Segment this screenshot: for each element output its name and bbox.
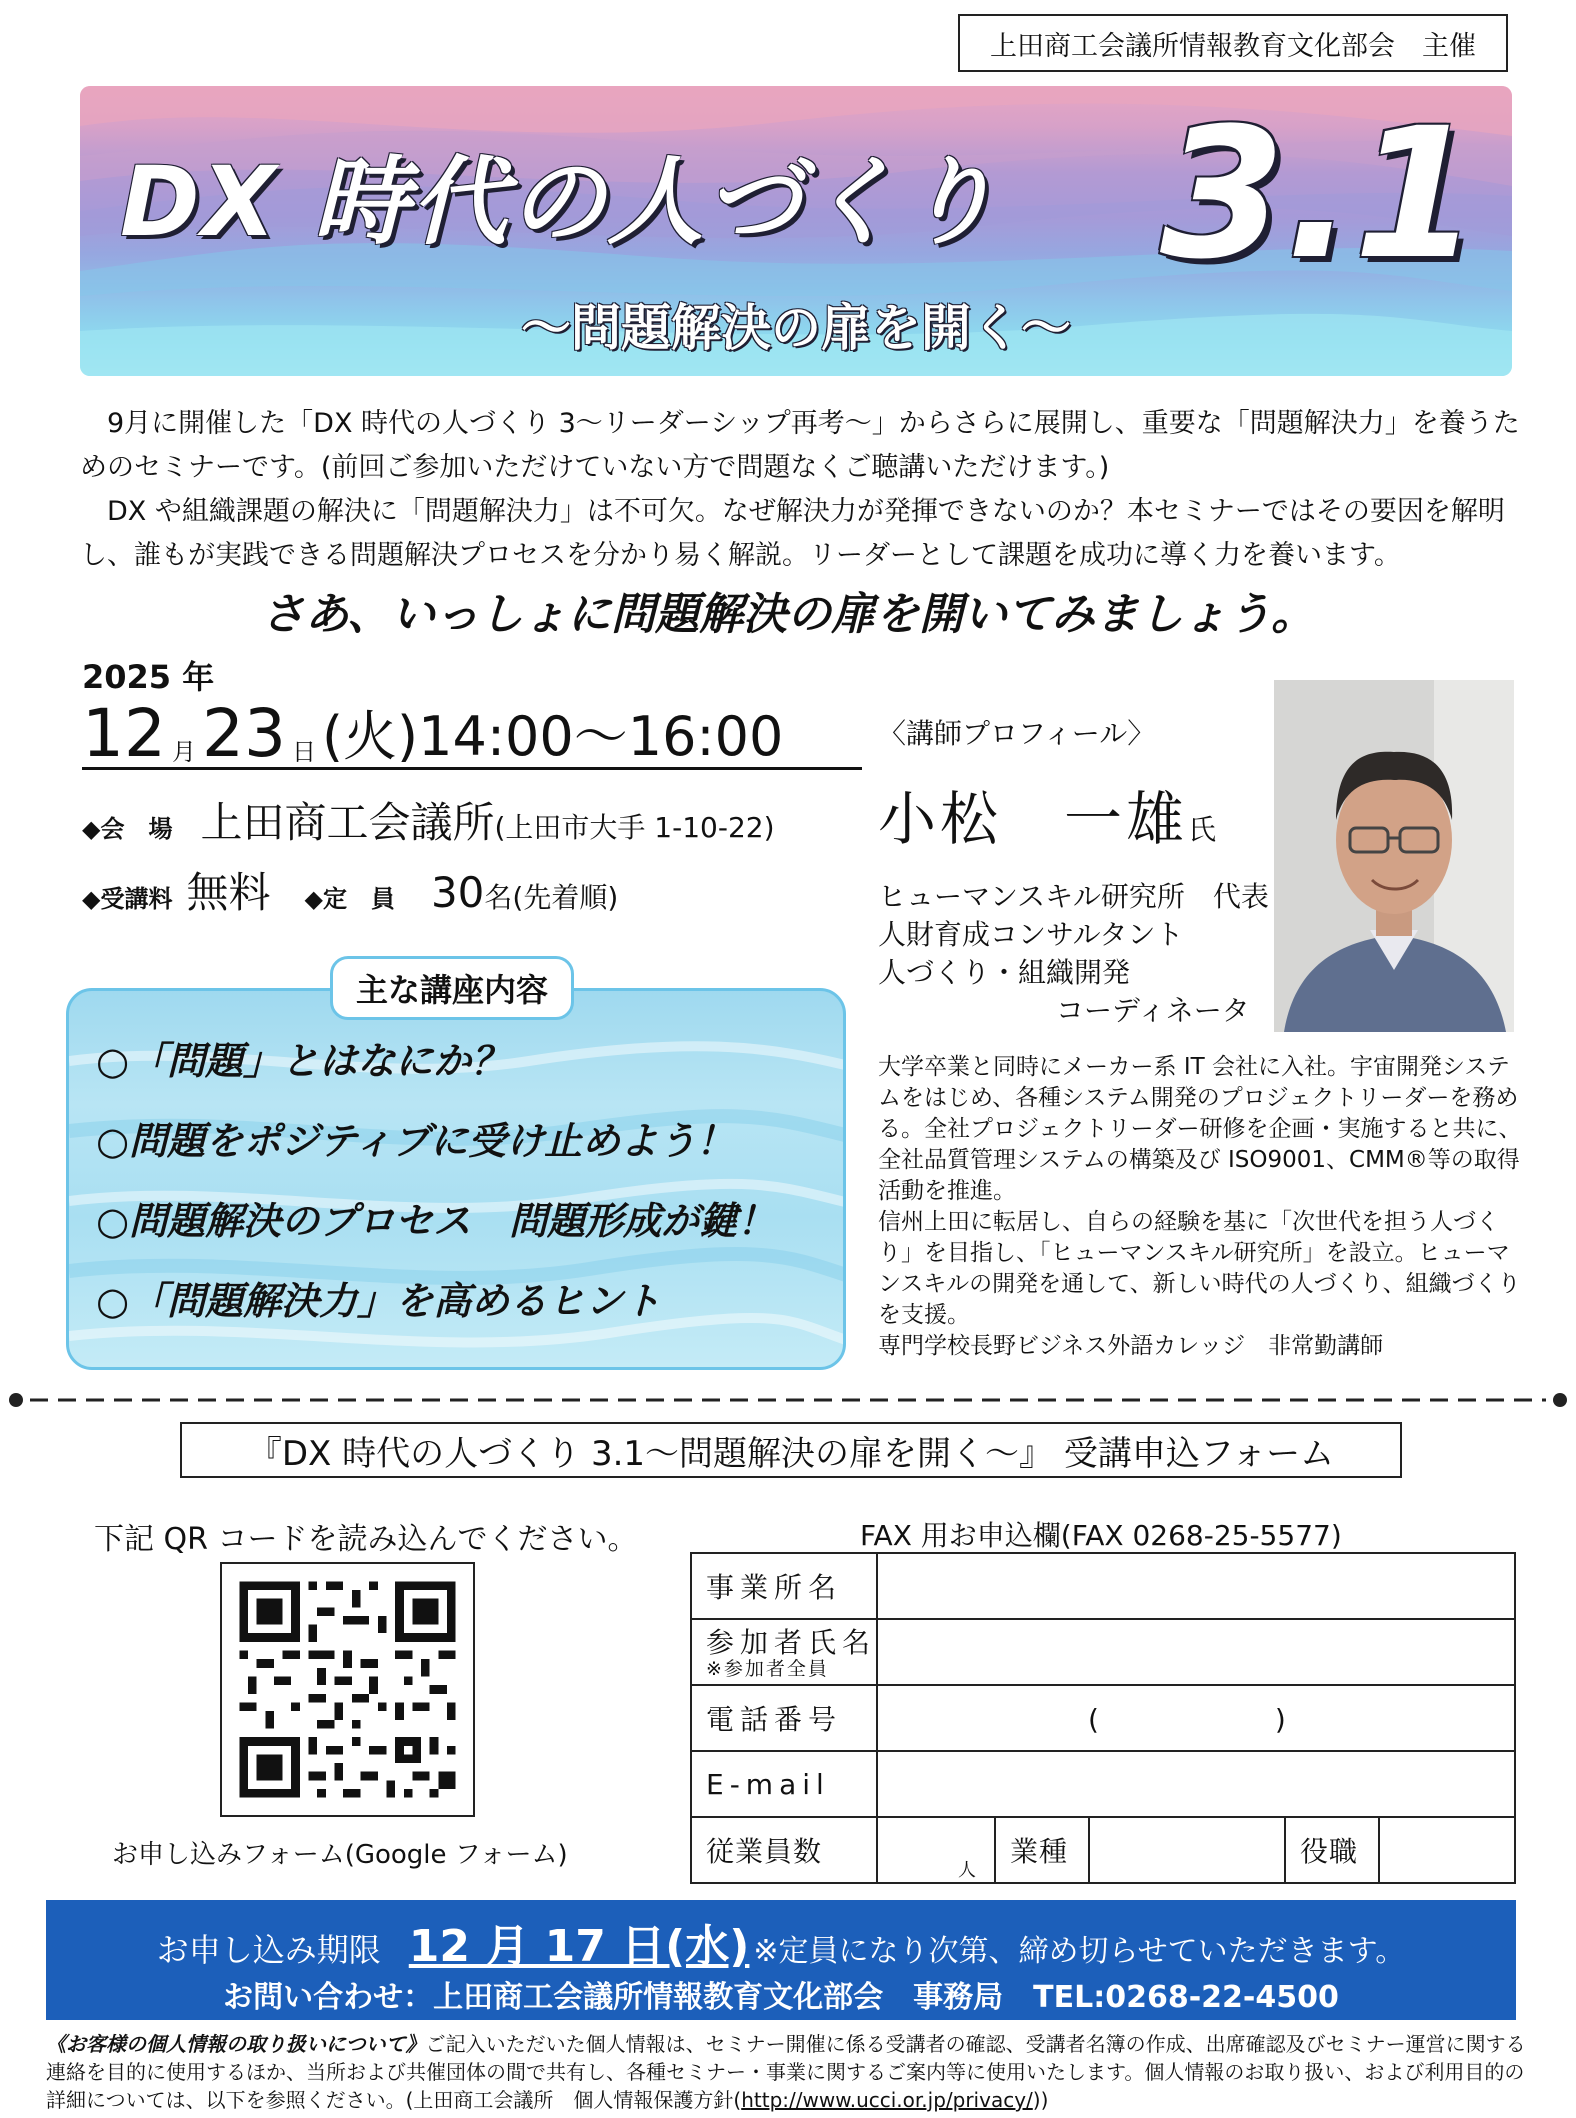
industry-label: 業種 <box>995 1817 1089 1883</box>
banner-subtitle: ～問題解決の扉を開く～ <box>521 299 1071 357</box>
deadline-date: 12 月 17 日(水) <box>408 1921 750 1972</box>
banner-version: 3.1 <box>1160 90 1479 299</box>
employees-unit: 人 <box>958 1860 982 1881</box>
capacity-label: ◆定 員 <box>304 885 395 913</box>
participant-note: ※参加者全員 <box>706 1657 829 1680</box>
intro-paragraph-1: 9月に開催した「DX 時代の人づくり 3～リーダーシップ再考～」からさらに展開し、重要な「問題解決力」を養うためのセミナーです。(前回ご参加いただけていない方で問題なくご聴講いただけます。) <box>80 408 1520 483</box>
lecturer-titles <box>878 878 1269 1030</box>
fee-label: ◆受講料 <box>82 885 173 913</box>
qr-instruction: 下記 QR コードを読み込んでください。 <box>94 1522 638 1557</box>
lecturer-heading: 〈講師プロフィール〉 <box>878 717 1156 750</box>
email-field[interactable] <box>877 1751 1515 1817</box>
cut-line <box>0 1390 1576 1410</box>
deadline-label: お申し込み期限 <box>156 1931 381 1969</box>
lecturer-name-suffix: 氏 <box>1188 813 1217 846</box>
lecturer-bio-3: 専門学校長野ビジネス外語カレッジ 非常勤講師 <box>878 1333 1384 1359</box>
course-contents-heading: 主な講座内容 <box>330 956 574 1020</box>
organizer-label: 上田商工会議所情報教育文化部会 主催 <box>958 14 1508 72</box>
privacy-body: ご記入いただいた個人情報は、セミナー開催に係る受講者の確認、受講者名簿の作成、出席確認及びセミナー運営に関する連絡を目的に使用するほか、当所および共催団体の間で共有し、各種セミナー・事業に関するご案内等に使用いたします。個人情報のお取り扱い、および利用目的の詳細については、以下を参照ください。(上田商工会議所 個人情報保護方針( <box>46 2032 1526 2112</box>
position-label: 役職 <box>1285 1817 1379 1883</box>
fax-form-table <box>690 1552 1516 1884</box>
lecturer-title: 人財育成コンサルタント <box>878 918 1184 951</box>
form-title: 『DX 時代の人づくり 3.1～問題解決の扉を開く～』 受講申込フォーム <box>180 1422 1402 1478</box>
contact-line: お問い合わせ：上田商工会議所情報教育文化部会 事務局 TEL:0268-22-4500 <box>223 1980 1339 2015</box>
privacy-notice <box>46 2030 1526 2114</box>
qr-caption: お申し込みフォーム(Google フォーム) <box>112 1840 568 1870</box>
venue-label: ◆会 場 <box>82 815 173 843</box>
lecturer-title: コーディネータ <box>1056 994 1250 1027</box>
course-item: ○「問題解決力」を高めるヒント <box>96 1279 662 1323</box>
participant-field[interactable] <box>877 1619 1515 1685</box>
event-day: 23 <box>201 695 286 772</box>
privacy-heading: 《お客様の個人情報の取り扱いについて》 <box>46 2032 426 2056</box>
event-datetime <box>82 695 862 772</box>
email-label: E-mail <box>691 1751 877 1817</box>
qr-code[interactable] <box>220 1562 475 1817</box>
lecturer-bio-2: 信州上田に転居し、自らの経験を基に「次世代を担う人づくり」を目指し、「ヒューマンスキル研究所」を設立。ヒューマンスキルの開発を通して、新しい時代の人づくり、組織づくりを支援。 <box>878 1209 1521 1328</box>
fee-value: 無料 <box>186 868 271 917</box>
event-year: 2025 年 <box>82 658 215 696</box>
deadline-line <box>46 1910 1516 1974</box>
course-item: ○問題解決のプロセス 問題形成が鍵！ <box>96 1199 776 1243</box>
fee-capacity-line <box>82 860 618 920</box>
industry-field[interactable] <box>1089 1817 1285 1883</box>
lecturer-bio <box>878 1052 1528 1362</box>
position-field[interactable] <box>1379 1817 1515 1883</box>
privacy-tail: )) <box>1032 2088 1049 2112</box>
lecturer-title: 人づくり・組織開発 <box>878 956 1131 989</box>
employees-field[interactable] <box>877 1817 995 1883</box>
event-time: (火)14:00～16:00 <box>321 705 784 768</box>
lecturer-photo <box>1274 680 1514 1032</box>
venue-name: 上田商工会議所 <box>200 798 495 847</box>
lecturer-name <box>878 772 1216 856</box>
event-month: 12 <box>82 695 166 772</box>
deadline-banner <box>46 1900 1516 2020</box>
intro-text <box>80 402 1520 578</box>
phone-field[interactable] <box>877 1685 1515 1751</box>
lecturer-bio-1: 大学卒業と同時にメーカー系 IT 会社に入社。宇宙開発システムをはじめ、各種システム開発のプロジェクトリーダーを務める。全社プロジェクトリーダー研修を企画・実施すると共に、全社品質管理システムの構築及び ISO9001、CMM®等の取得活動を推進。 <box>878 1054 1522 1204</box>
intro-paragraph-2: DX や組織課題の解決に「問題解決力」は不可欠。なぜ解決力が発揮できないのか？本セミナーではその要因を解明し、誰もが実践できる問題解決プロセスを分かり易く解説。リーダーとして課題を成功に導く力を養います。 <box>80 496 1505 571</box>
lecturer-title: ヒューマンスキル研究所 代表 <box>878 880 1269 913</box>
event-day-unit: 日 <box>291 738 316 766</box>
capacity-value: 30 <box>430 868 485 917</box>
course-item: ○問題をポジティブに受け止めよう！ <box>96 1119 735 1163</box>
company-label: 事業所名 <box>691 1553 877 1619</box>
event-month-unit: 月 <box>171 738 196 766</box>
employees-label: 従業員数 <box>691 1817 877 1883</box>
banner-title: DX 時代の人づくり <box>120 146 1000 258</box>
capacity-note: 名(先着順) <box>484 881 619 914</box>
phone-paren: ( ) <box>1088 1703 1292 1736</box>
participant-label: 参加者氏名 ※参加者全員 <box>691 1619 877 1685</box>
privacy-link[interactable]: http://www.ucci.or.jp/privacy/ <box>741 2088 1033 2112</box>
slogan: さあ、いっしょに問題解決の扉を開いてみましょう。 <box>260 589 1316 640</box>
phone-label: 電話番号 <box>691 1685 877 1751</box>
venue-line <box>82 790 775 850</box>
venue-address: (上田市大手 1-10-22) <box>494 811 775 844</box>
lecturer-name-text: 小松 一雄 <box>878 785 1189 853</box>
title-banner <box>80 86 1512 376</box>
deadline-note: ※定員になり次第、締め切らせていただきます。 <box>753 1934 1406 1969</box>
company-field[interactable] <box>877 1553 1515 1619</box>
course-item: ○「問題」とはなにか？ <box>96 1039 510 1083</box>
fax-heading: FAX 用お申込欄(FAX 0268-25-5577) <box>860 1519 1342 1552</box>
